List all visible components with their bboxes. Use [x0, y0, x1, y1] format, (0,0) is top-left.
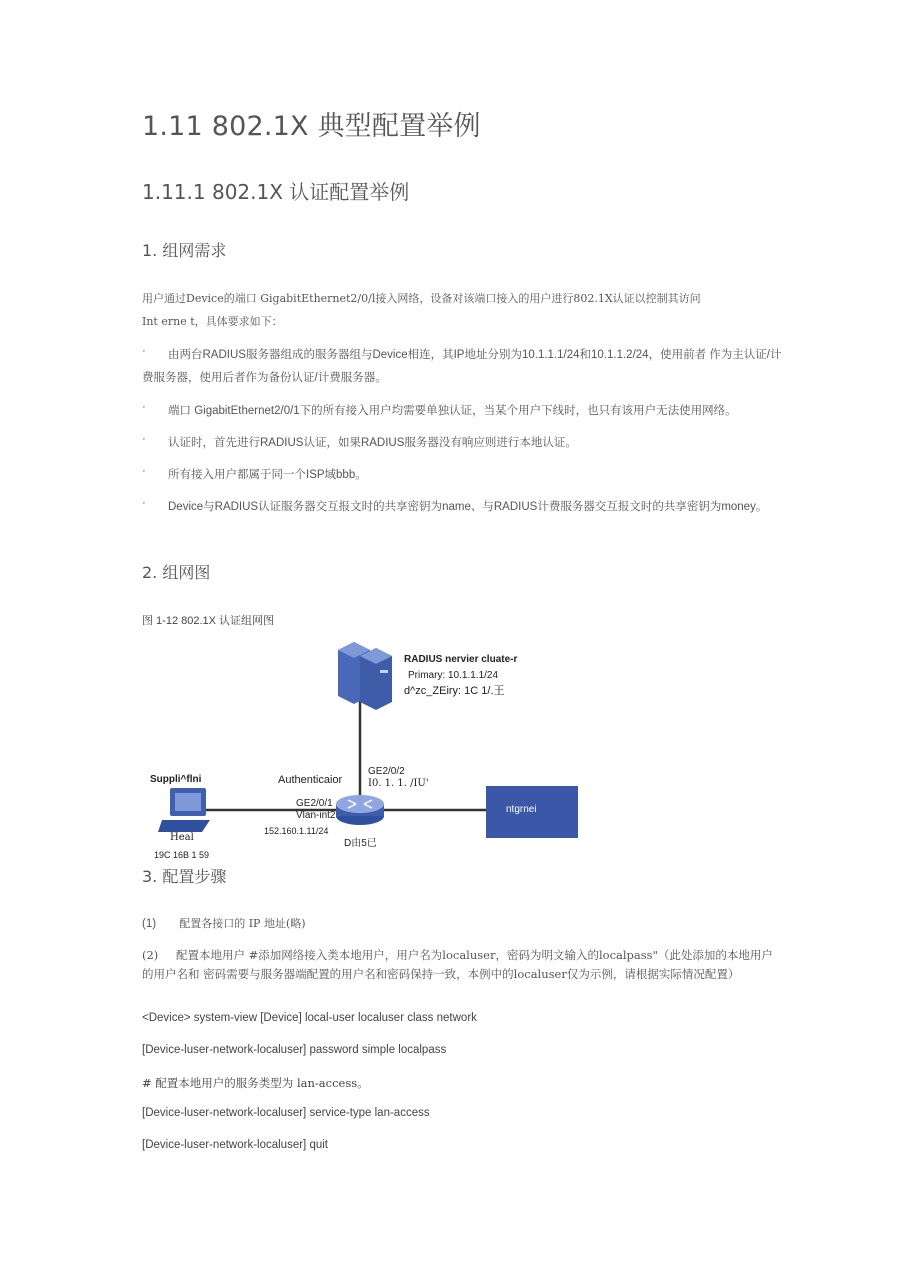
- section-title-diagram: 2. 组网图: [142, 563, 211, 582]
- list-item: [142, 400, 782, 423]
- bullet-mark: ·: [142, 433, 146, 445]
- server-primary-label: Primary: 10.1.1.1/24: [408, 670, 499, 681]
- step-text: 配置本地用户 #添加网络接入类本地用户，用户名为localuser，密码为明文输入的localpass"（此处添加的本地用户的用户名和 密码需要与服务器端配置的用户名和密码保持一致，本例中的localuser仅为示例，请根据实际情况配置）: [142, 948, 773, 981]
- network-diagram-svg: [140, 636, 600, 862]
- host-label: Heal: [170, 832, 194, 843]
- vlan-interface-label: Vlan-int2: [296, 810, 336, 821]
- bullet-mark: ·: [142, 497, 146, 509]
- heading-2: 1.11.1 802.1X 认证配置举例: [142, 180, 410, 204]
- supplicant-label: Suppli^flni: [150, 774, 202, 785]
- intro-paragraph: [142, 287, 782, 333]
- device-ip-label: 152.160.1.11/24: [264, 826, 329, 836]
- list-item: [142, 432, 782, 455]
- list-item-text: 由两台RADIUS服务器组成的服务器组与Device相连，其IP地址分别为10.1.1.1/24和10.1.1.2/24，使用前者 作为主认证/计费服务器，使用后者作为备份认证/计费服务器。: [142, 349, 782, 384]
- intro-line-2: Int erne t，具体要求如下：: [142, 315, 283, 328]
- list-item-text: 认证时，首先进行RADIUS认证，如果RADIUS服务器没有响应则进行本地认证。: [168, 437, 577, 449]
- radius-server-icon: [338, 642, 392, 710]
- heading-1: 1.11 802.1X 典型配置举例: [142, 111, 481, 142]
- list-item: [142, 496, 782, 519]
- list-item: [142, 464, 782, 487]
- list-item-text: Device与RADIUS认证服务器交互报文时的共享密钥为name、与RADIUS计费服务器交互报文时的共享密钥为money。: [168, 501, 768, 513]
- code-line: [Device-luser-network-localuser] quit: [142, 1139, 328, 1151]
- port-ge2-0-2-label: GE2/0/2: [368, 766, 405, 777]
- bullet-mark: ·: [142, 465, 146, 477]
- network-diagram: [140, 636, 600, 862]
- section-title-requirements: 1. 组网需求: [142, 241, 227, 260]
- internet-label: ntgrnei: [506, 804, 537, 815]
- code-line: <Device> system-view [Device] local-user localuser class network: [142, 1012, 477, 1024]
- figure-caption: 图 1-12 802.1X 认证组网图: [142, 615, 275, 627]
- step-number: (2): [142, 948, 159, 962]
- device-label: D由5已: [344, 838, 377, 849]
- step-number: (1): [142, 918, 157, 930]
- section-title-steps: 3. 配置步骤: [142, 867, 227, 886]
- port-ge2-0-1-label: GE2/0/1: [296, 798, 333, 809]
- bullet-mark: ·: [142, 345, 146, 357]
- step-item: [142, 914, 782, 934]
- code-comment: # 配置本地用户的服务类型为 lan-access。: [142, 1076, 369, 1090]
- bullet-mark: ·: [142, 401, 146, 413]
- device-switch-icon: [336, 795, 384, 825]
- code-line: [Device-luser-network-localuser] password simple localpass: [142, 1044, 447, 1056]
- server-title-label: RADIUS nervier cluate-r: [404, 654, 518, 665]
- step-text: 配置各接口的 IP 地址(略): [179, 917, 306, 930]
- server-secondary-label: d^zc_ZEiry: 1C 1/.王: [404, 685, 505, 697]
- list-item-text: 所有接入用户都属于同一个ISP域bbb。: [168, 469, 367, 481]
- list-item-text: 端口 GigabitEthernet2/0/1下的所有接入用户均需要单独认证，当某个用户下线时，也只有该用户无法使用网络。: [168, 405, 737, 417]
- host-computer-icon: [158, 788, 210, 832]
- step-item: [142, 946, 782, 984]
- port-ge2-0-2-ip-label: I0. 1. 1. /IU': [368, 778, 429, 789]
- host-ip-label: 19C 16B 1 59: [154, 850, 210, 860]
- intro-line-1: 用户通过Device的端口 GigabitEthernet2/0/l接入网络，设备对该端口接入的用户进行802.1X认证以控制其访问: [142, 292, 701, 305]
- code-line: [Device-luser-network-localuser] service-type lan-access: [142, 1107, 430, 1119]
- list-item: [142, 344, 782, 390]
- authenticator-label: Authenticaior: [278, 774, 343, 786]
